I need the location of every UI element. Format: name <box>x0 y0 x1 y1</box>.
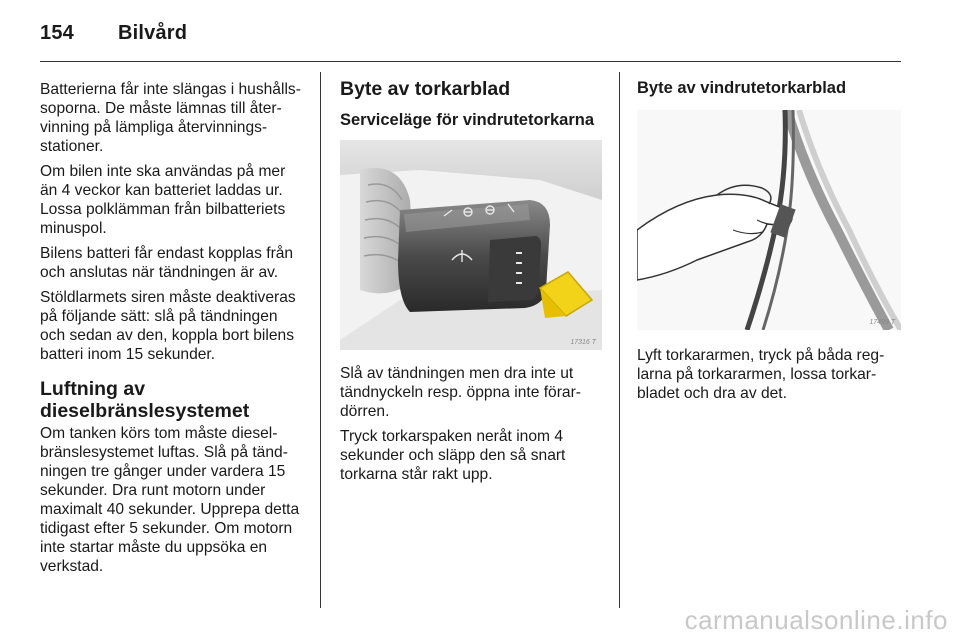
paragraph: Bilens batteri får endast kopplas från och anslutas när tändningen är av. <box>40 245 294 281</box>
paragraph: Om bilen inte ska användas på mer än 4 veckor kan batteriet laddas ur. Lossa polklämman från bilbatteriets minuspol. <box>40 163 286 237</box>
paragraph: Slå av tändningen men dra inte ut tändnyckeln resp. öppna inte förar-dörren. <box>340 365 581 420</box>
page-number: 154 <box>40 22 74 44</box>
header-rule <box>40 61 901 62</box>
section-title: Bilvård <box>118 22 188 44</box>
section-heading-luftning: Luftning av dieselbränslesystemet <box>40 378 250 422</box>
column-divider-left <box>320 72 321 608</box>
wiper-stalk-figure <box>340 140 602 350</box>
wiper-blade-figure <box>637 110 901 330</box>
watermark: carmanualsonline.info <box>684 605 948 635</box>
paragraph: Stöldlarmets siren måste deaktiveras på följande sätt: slå på tändningen och sedan av den, koppla bort bilens batteri inom 15 sekunder. <box>40 289 296 363</box>
column-2 <box>340 78 602 490</box>
figure-code: 17499 T <box>869 319 895 326</box>
page-header <box>40 22 187 45</box>
wiper-blade-illustration <box>637 110 901 330</box>
subheading-byte-vindrutetorkarblad: Byte av vindrutetorkarblad <box>637 79 847 97</box>
paragraph: Batterierna får inte slängas i hushålls-soporna. De måste lämnas till åter-vinning på lämpliga återvinnings-stationer. <box>40 81 301 155</box>
figure-code: 17316 T <box>570 339 596 346</box>
subheading-servicelage: Serviceläge för vindrutetorkarna <box>340 111 595 129</box>
column-divider-right <box>619 72 620 608</box>
column-3 <box>637 78 901 409</box>
column-1 <box>40 80 302 582</box>
paragraph: Tryck torkarspaken neråt inom 4 sekunder och släpp den så snart torkarna står rakt upp. <box>340 428 566 483</box>
paragraph: Om tanken körs tom måste diesel-bränslesystemet luftas. Slå på tänd-ningen tre gånger under vardera 15 sekunder. Dra runt motorn under maximalt 40 sekunder. Upprepa detta tidigast efter 5 sekunder. Om motorn inte startar måste du uppsöka en verkstad. <box>40 425 300 575</box>
wiper-stalk-illustration <box>340 140 602 350</box>
section-heading-byte: Byte av torkarblad <box>340 78 511 100</box>
paragraph: Lyft torkararmen, tryck på båda reg-larna på torkararmen, lossa torkar-bladet och dra av det. <box>637 347 885 402</box>
